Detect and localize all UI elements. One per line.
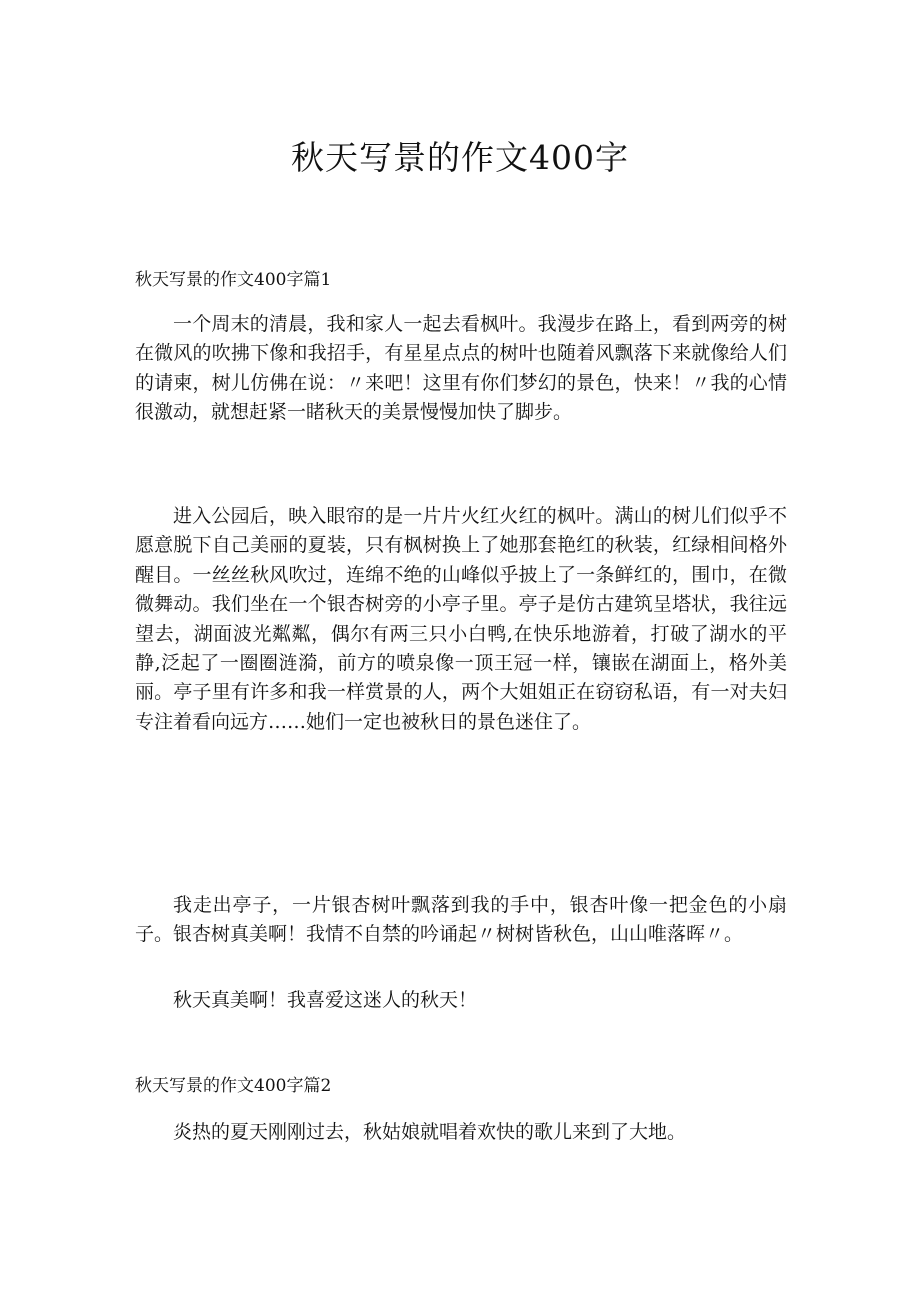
document-title: 秋天写景的作文400字 [291,138,629,177]
section-1-paragraph-1: 一个周末的清晨，我和家人一起去看枫叶。我漫步在路上，看到两旁的树在微风的吹拂下像和我招手，有星星点点的树叶也随着风飘落下来就像给人们的请柬，树儿仿佛在说：〃来吧！这里有你们梦幻的景色，快来！〃我的心情很激动，就想赶紧一睹秋天的美景慢慢加快了脚步。 [135,313,787,424]
section-2-paragraph-1: 炎热的夏天刚刚过去，秋姑娘就唱着欢快的歌儿来到了大地。 [173,1121,687,1143]
section-1-paragraph-3: 我走出亭子，一片银杏树叶飘落到我的手中，银杏叶像一把金色的小扇子。银杏树真美啊！我情不自禁的吟诵起〃树树皆秋色，山山唯落晖〃。 [135,894,787,946]
section-1-paragraph-4: 秋天真美啊！我喜爱这迷人的秋天！ [173,989,478,1011]
section-heading-2: 秋天写景的作文400字篇2 [135,1076,332,1096]
section-1-paragraph-2: 进入公园后，映入眼帘的是一片片火红火红的枫叶。满山的树儿们似乎不愿意脱下自己美丽的夏装，只有枫树换上了她那套艳红的秋装，红绿相间格外醒目。一丝丝秋风吹过，连绵不绝的山峰似乎披上了一条鲜红的，围巾，在微微舞动。我们坐在一个银杏树旁的小亭子里。亭子是仿古建筑呈塔状，我往远望去，湖面波光粼粼，偶尔有两三只小白鸭,在快乐地游着，打破了湖水的平静,泛起了一圈圈涟漪，前方的喷泉像一顶王冠一样，镶嵌在湖面上，格外美丽。亭子里有许多和我一样赏景的人，两个大姐姐正在窃窃私语，有一对夫妇专注着看向远方……她们一定也被秋日的景色迷住了。 [135,505,787,733]
section-heading-1: 秋天写景的作文400字篇1 [135,270,332,290]
